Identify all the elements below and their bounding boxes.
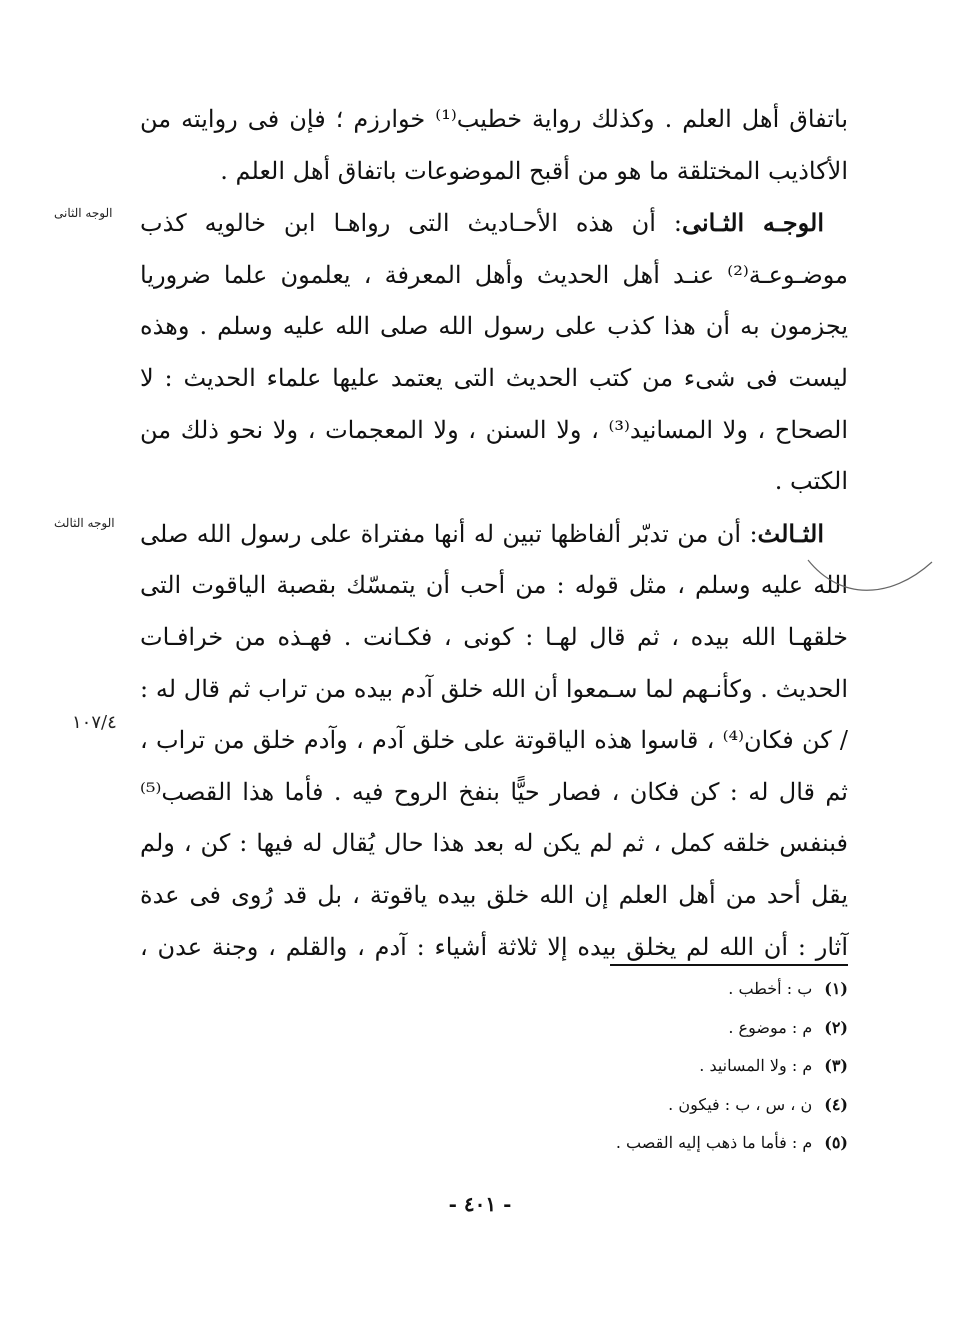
text-line: الحديث . وكأنـهم لما سـمعوا أن الله خلق آدم بيده من تراب ثم قال له : [140,674,848,703]
footnote-item [400,970,848,1009]
footnote-number: (١) [824,979,848,998]
text-line: باتفاق أهل العلم . وكذلك رواية خطيب⁽¹⁾ خوارزم ؛ فإن فى روايته من [140,105,848,133]
margin-note-third-aspect: الوجه الثالث [54,516,115,530]
text-line: يقل أحد من أهل العلم إن الله خلق بيده ياقوتة ، بل قد رُوى فى عدة [140,880,848,909]
main-text [140,94,848,973]
footnote-separator [610,964,848,966]
footnote-item [400,1047,848,1086]
text-line [140,508,848,561]
footnote-text: ب : أخطب . [728,979,813,998]
footnote-number: (٥) [824,1133,848,1152]
footnote-number: (٤) [824,1094,848,1114]
paragraph-2 [140,197,848,508]
footnote-text: م : موضوع . [728,1017,813,1037]
margin-folio-number: ١٠٧/٤ [72,712,117,733]
text-fragment: : أن من تدبّر ألفاظها تبين له أنها مفتراة على رسول الله صلى [140,519,758,548]
footnote-item [400,1086,848,1125]
text-line: فبنفس خلقه كمل ، ثم لم يكن له بعد هذا حال يُقال له فيها : كن ، ولم [140,829,848,858]
paragraph-heading: الوجـه الثـانى [681,208,825,238]
text-line [140,197,848,250]
footnote-number: (٣) [824,1056,848,1075]
page-number: - ٤٠١ - [448,1192,512,1216]
footnote-item [400,1124,848,1163]
footnote-text: م : ولا المسانيد . [699,1056,813,1075]
text-line: يجزمون به أن هذا كذب على رسول الله صلى الله عليه وسلم . وهذه [140,312,848,341]
pen-mark-icon [800,540,940,600]
text-fragment: : أن هذه الأحـاديث التى رواهـا ابن خالويه كذب [140,209,682,238]
paragraph-1 [140,94,848,197]
margin-note-second-aspect: الوجه الثانى [54,206,113,220]
text-line: ثم قال له : كن فكان ، فصار حيًّا بنفخ الروح فيه . فأما هذا القصب⁽⁵⁾ [140,777,848,806]
text-line: آثار : أن الله لم يخلق بيده إلا ثلاثة أشياء : آدم ، والقلم ، وجنة عدن ، [140,932,849,961]
footnotes [400,970,848,1163]
text-line: الكتب . [774,467,848,496]
text-line: الأكاذيب المختلقة ما هو من أقبح الموضوعات باتفاق أهل العلم . [220,156,848,185]
footnote-text: ن ، س ، ب : فيكون . [668,1094,813,1114]
text-line: الله عليه وسلم ، مثل قوله : من أحب أن يتمسّك بقصبة الياقوت التى [140,571,848,600]
footnote-item [400,1009,848,1048]
paragraph-heading: الثـالث [757,518,824,548]
text-line: موضـوعـة⁽²⁾ عنـد أهل الحديث وأهل المعرفة ، يعلمون علما ضروريا [140,260,848,289]
text-line: / كن فكان⁽⁴⁾ ، قاسوا هذه الياقوتة على خلق آدم ، وآدم خلق من تراب ، [140,726,848,755]
footnote-number: (٢) [824,1017,848,1037]
footnote-text: م : فأما ما ذهب إليه القصب . [615,1133,813,1152]
text-line: ليست فى شىء من كتب الحديث التى يعتمد عليها علماء الحديث : لا [140,363,848,392]
text-line: الصحاح ، ولا المسانيد⁽³⁾ ، ولا السنن ، ولا المعجمات ، ولا نحو ذلك من [140,415,848,444]
text-line: خلقهـا الله بيده ، ثم قال لهـا : كونى ، فكـانت . فهـذه من خرافـات [140,622,848,651]
paragraph-3 [140,508,848,973]
